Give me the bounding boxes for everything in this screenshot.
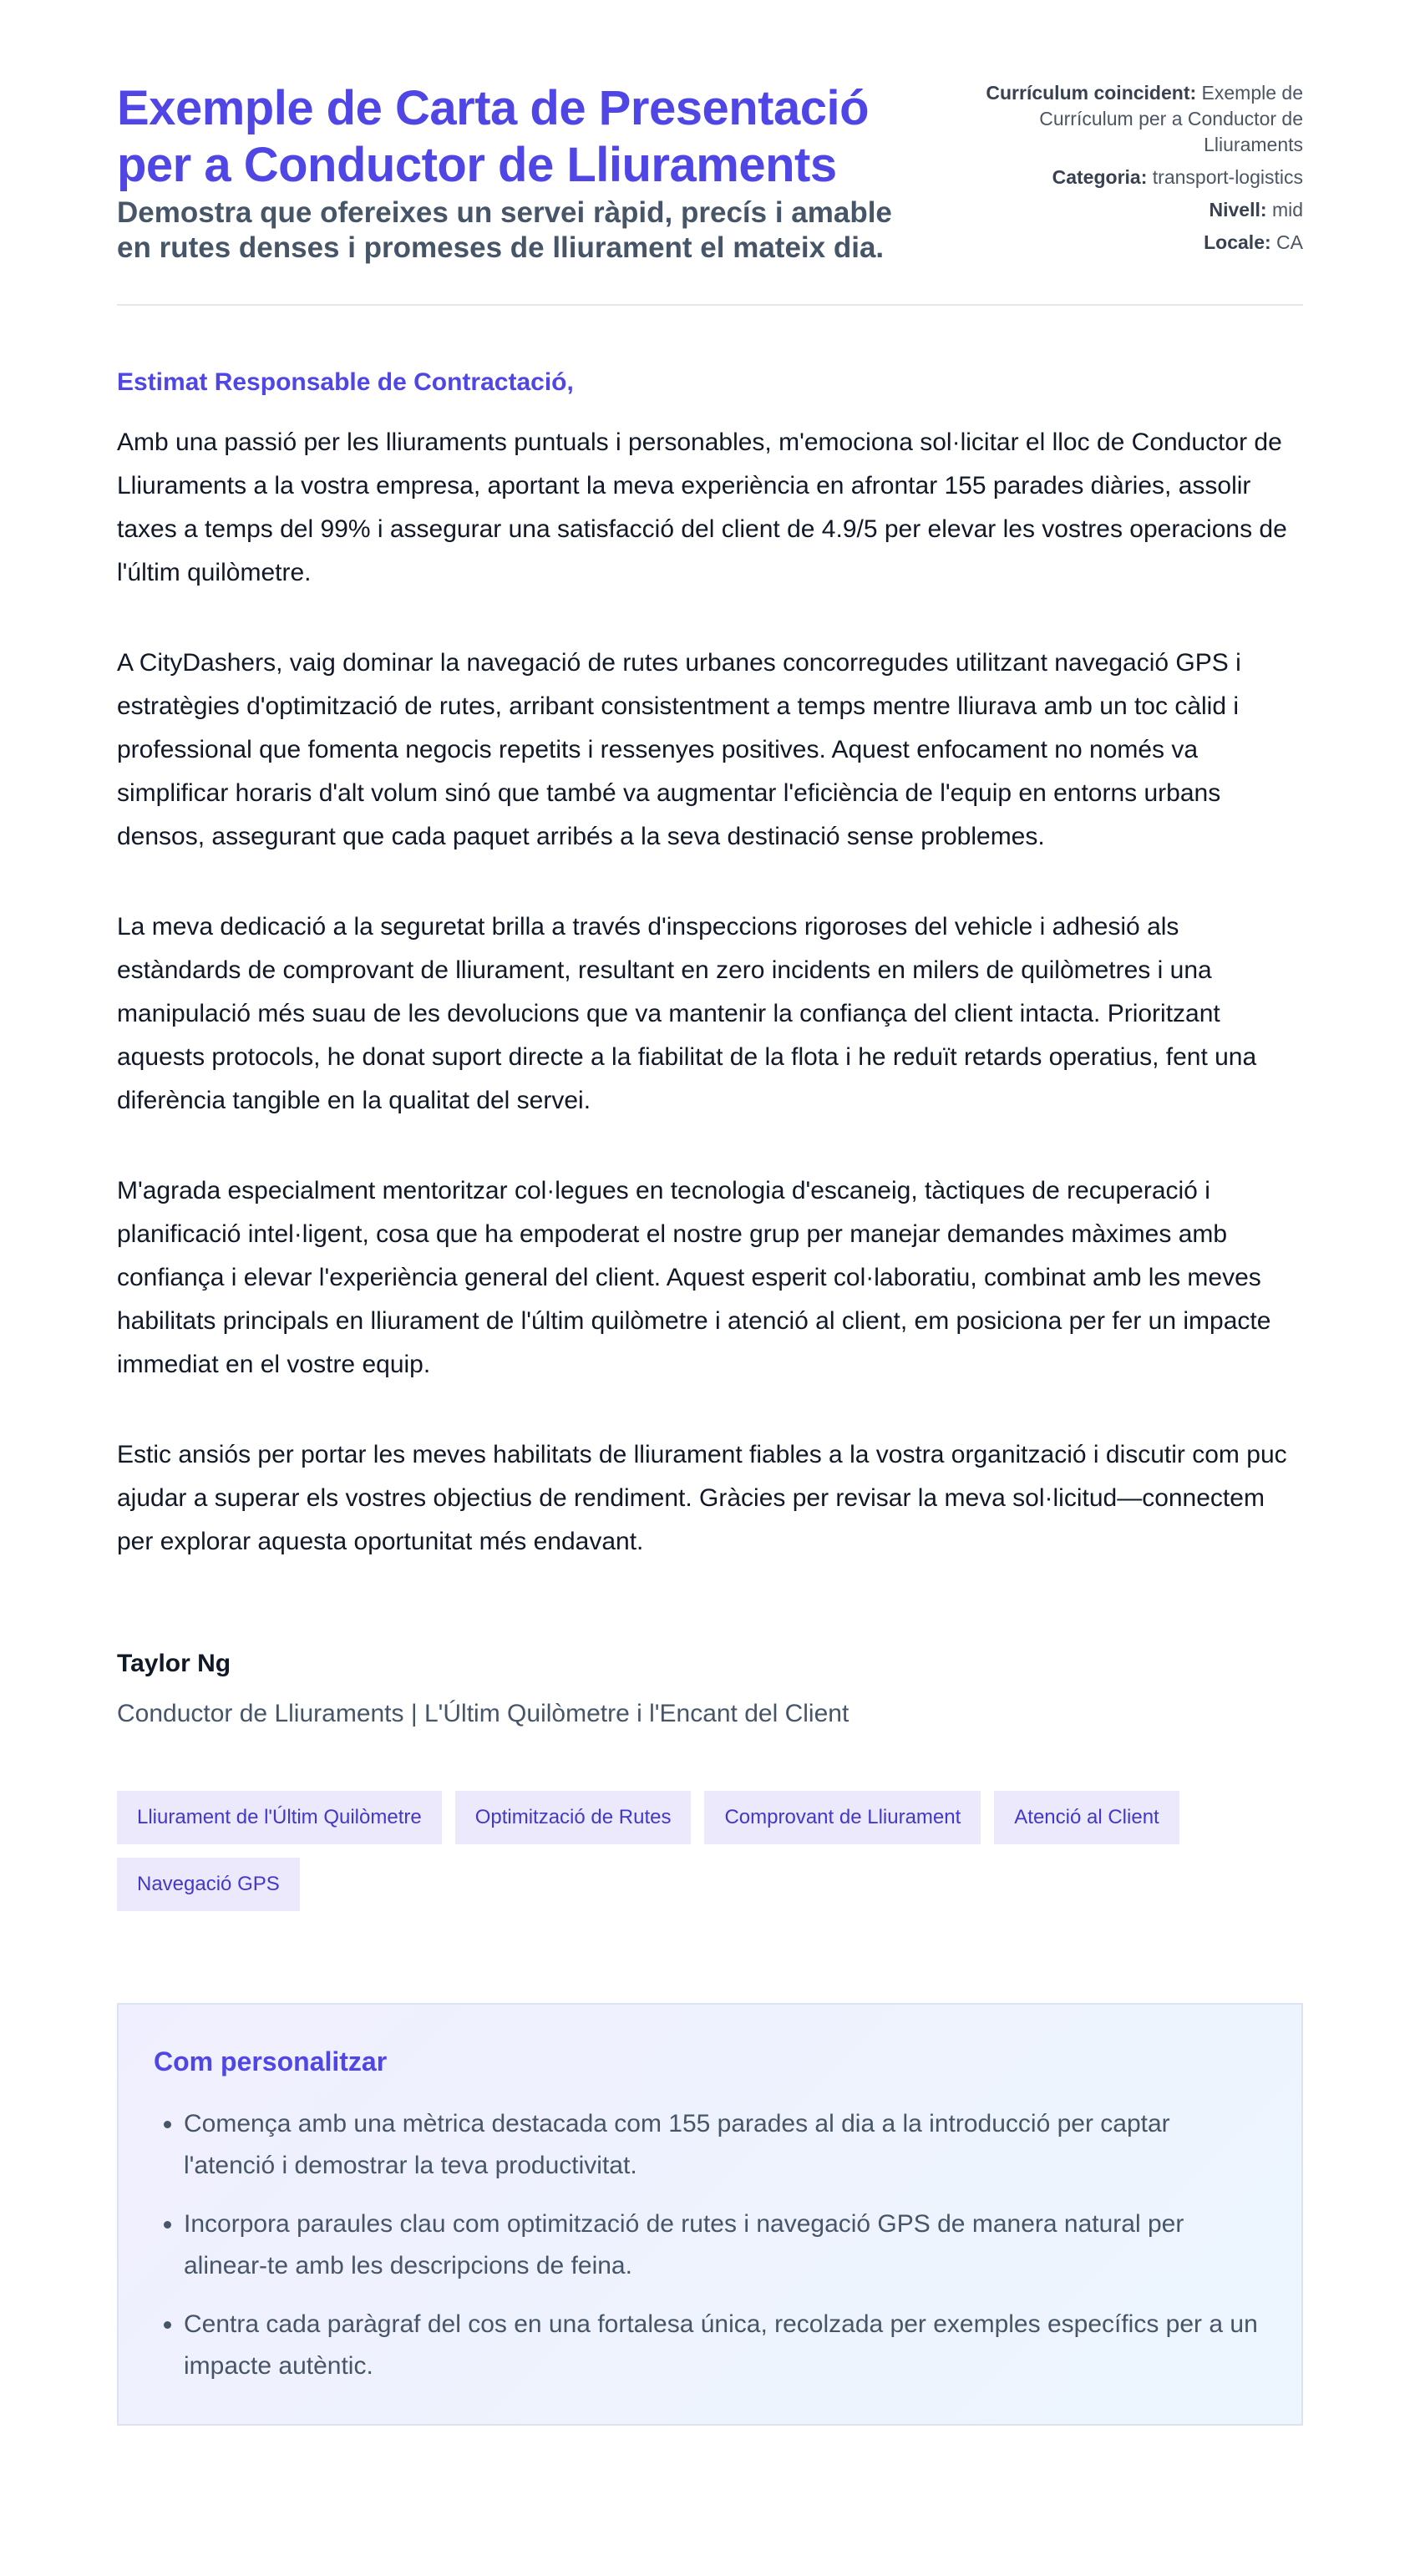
header-titles [117, 80, 894, 266]
page-header [117, 80, 1303, 306]
letter-paragraph: Estic ansiós per portar les meves habilitats de lliurament fiables a la vostra organització i discutir com puc ajudar a superar els vostres objectius de rendiment. Gràcies per revisar la meva sol·licitud—connectem per explorar aquesta oportunitat més endavant. [117, 1441, 1287, 1555]
letter-paragraph: Amb una passió per les lliuraments puntuals i personables, m'emociona sol·licitar el lloc de Conductor de Lliuraments a la vostra empresa, aportant la meva experiència en afrontar 155 parades diàries, assolir taxes a temps del 99% i assegurar una satisfacció del client de 4.9/5 per elevar les vostres operacions de l'últim quilòmetre. [117, 428, 1287, 586]
signature-title: Conductor de Lliuraments | L'Últim Quilòmetre i l'Encant del Client [117, 1700, 849, 1727]
skill-tag: Navegació GPS [117, 1858, 300, 1911]
meta-value: transport-logistics [1152, 166, 1303, 188]
customize-title: Com personalitzar [154, 2046, 388, 2077]
skill-tags [117, 1791, 1303, 1911]
meta-panel [936, 80, 1303, 262]
customize-tips-box [117, 2003, 1303, 2426]
customize-tip: • Incorpora paraules clau com optimització de rutes i navegació GPS de manera natural per alinear-te amb les descripcions de feina. [184, 2203, 1266, 2287]
meta-value: mid [1271, 199, 1303, 221]
salutation: Estimat Responsable de Contractació, [117, 368, 574, 396]
page-subtitle: Demostra que ofereixes un servei ràpid, precís i amable en rutes denses i promeses de lliurament el mateix dia. [117, 196, 892, 264]
page-title: Exemple de Carta de Presentació per a Conductor de Lliuraments [117, 81, 870, 192]
meta-value: CA [1276, 231, 1303, 253]
letter-body [117, 366, 1303, 1564]
signature-name: Taylor Ng [117, 1650, 231, 1677]
customize-tip: • Centra cada paràgraf del cos en una fortalesa única, recolzada per exemples específics per a un impacte autèntic. [184, 2304, 1266, 2387]
meta-category [936, 165, 1303, 190]
skill-tag: Comprovant de Lliurament [704, 1791, 981, 1844]
letter-paragraph: M'agrada especialment mentoritzar col·legues en tecnologia d'escaneig, tàctiques de recuperació i planificació intel·ligent, cosa que ha empoderat el nostre grup per manejar demandes màximes amb confiança i elevar l'experiència general del client. Aquest esperit col·laboratiu, combinat amb les meves habilitats principals en lliurament de l'últim quilòmetre i atenció al client, em posiciona per fer un impacte immediat en el vostre equip. [117, 1177, 1271, 1378]
meta-value: Exemple de Currículum per a Conductor de Lliuraments [1039, 82, 1303, 155]
meta-label: Nivell: [1209, 199, 1267, 221]
meta-matching-resume [936, 80, 1303, 158]
meta-locale [936, 230, 1303, 256]
letter-paragraph: La meva dedicació a la seguretat brilla a través d'inspeccions rigoroses del vehicle i adhesió als estàndards de comprovant de lliurament, resultant en zero incidents en milers de quilòmetres i una manipulació més suau de les devolucions que va mantenir la confiança del client intacta. Prioritzant aquests protocols, he donat suport directe a la fiabilitat de la flota i he reduït retards operatius, fent una diferència tangible en la qualitat del servei. [117, 913, 1257, 1114]
cover-letter-page [117, 0, 1303, 2526]
customize-tip: • Comença amb una mètrica destacada com 155 parades al dia a la introducció per captar l'atenció i demostrar la teva productivitat. [184, 2103, 1266, 2187]
skill-tag: Optimització de Rutes [455, 1791, 692, 1844]
letter-paragraph: A CityDashers, vaig dominar la navegació de rutes urbanes concorregudes utilitzant navegació GPS i estratègies d'optimització de rutes, arribant consistentment a temps mentre lliurava amb un toc càlid i professional que fomenta negocis repetits i ressenyes positives. Aquest enfocament no només va simplificar horaris d'alt volum sinó que també va augmentar l'eficiència de l'equip en entorns urbans densos, assegurant que cada paquet arribés a la seva destinació sense problemes. [117, 649, 1241, 850]
skill-tag: Atenció al Client [994, 1791, 1179, 1844]
skill-tag: Lliurament de l'Últim Quilòmetre [117, 1791, 442, 1844]
meta-label: Locale: [1204, 231, 1271, 253]
meta-level [936, 197, 1303, 223]
customize-tips-list [154, 2103, 1266, 2387]
signature [117, 1647, 1303, 1731]
meta-label: Categoria: [1052, 166, 1148, 188]
meta-label: Currículum coincident: [986, 82, 1197, 104]
